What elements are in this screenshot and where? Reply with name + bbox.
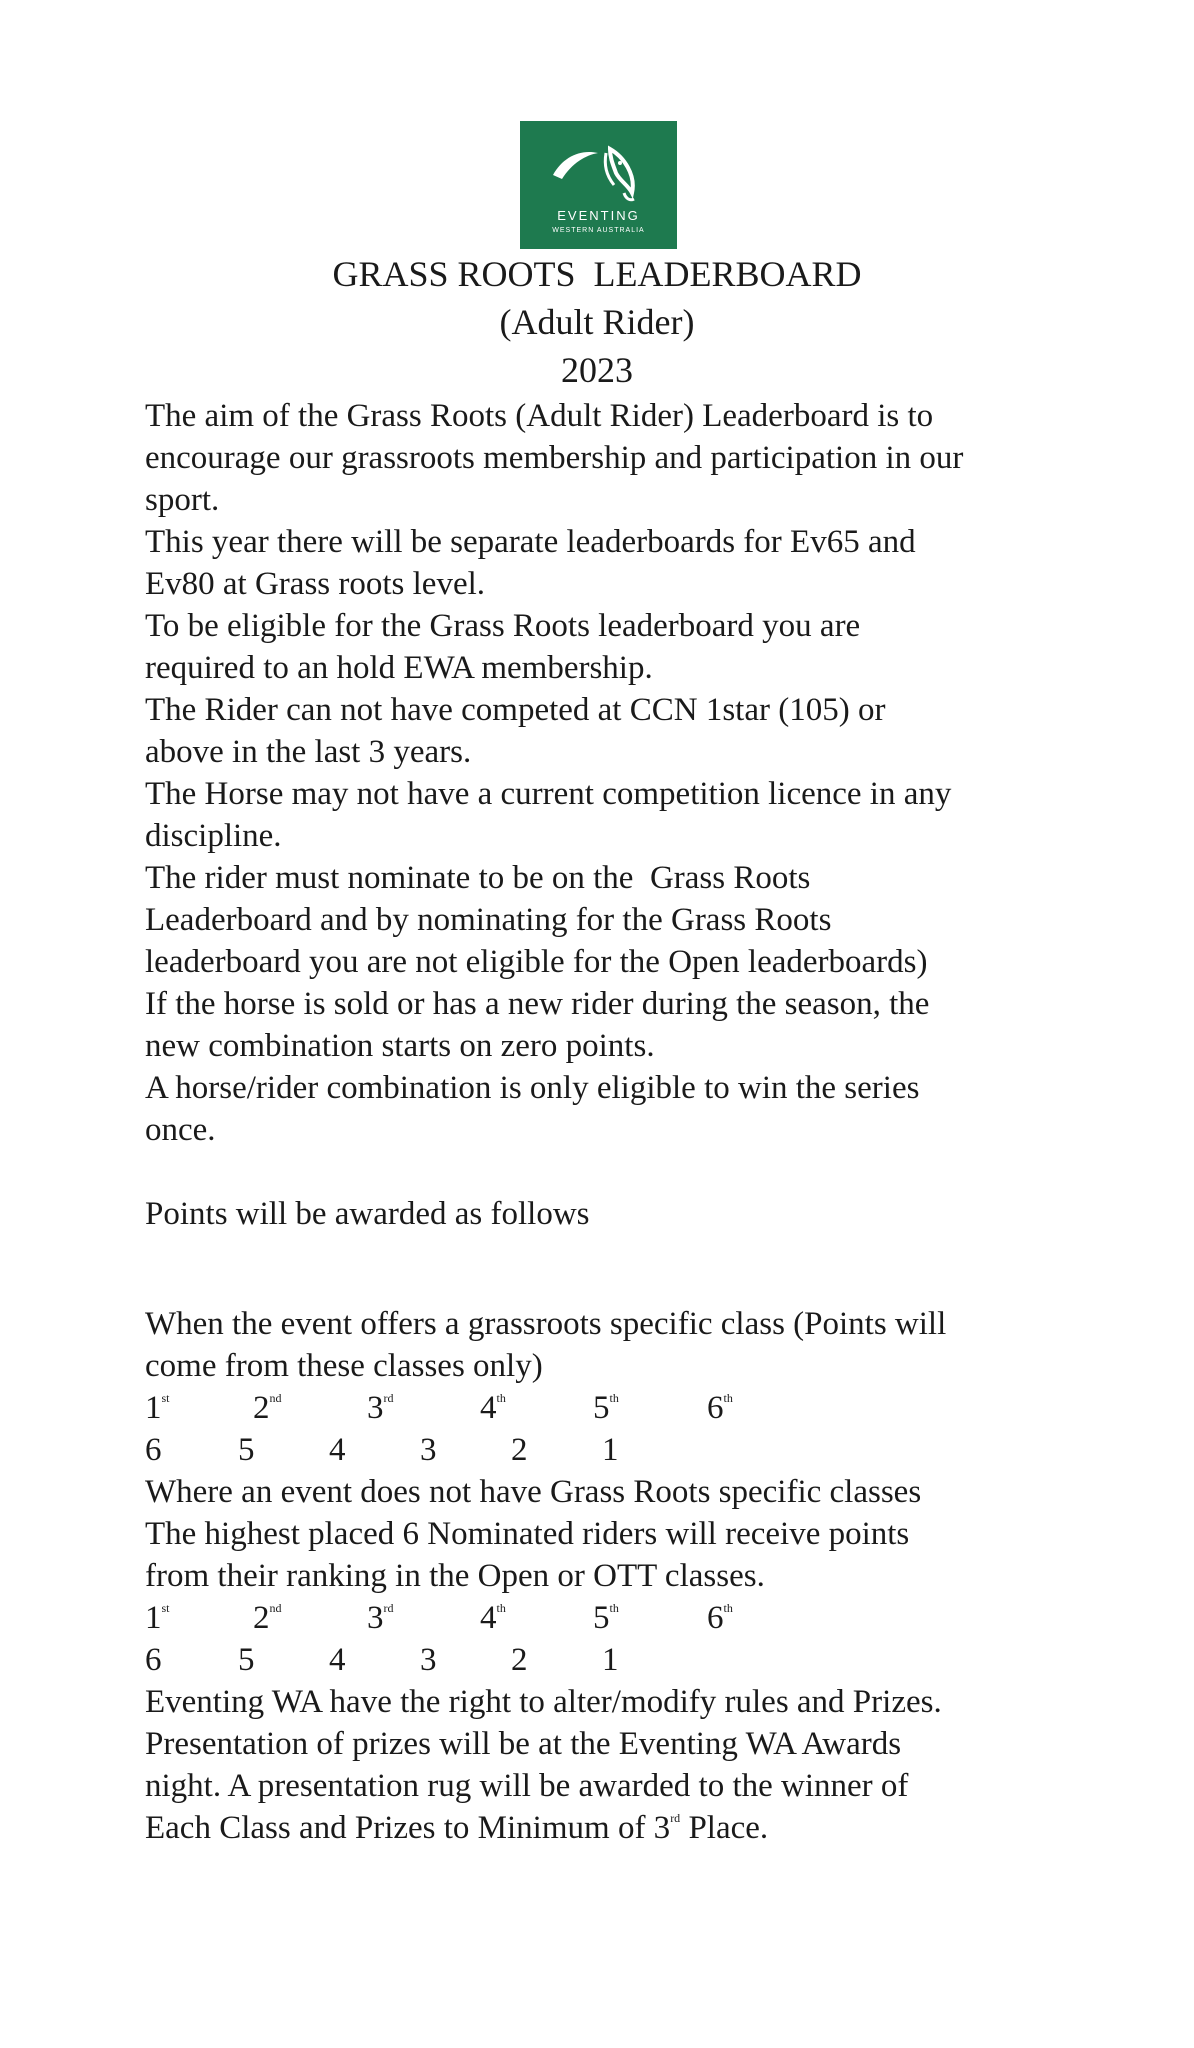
place-6: 6th — [707, 1600, 733, 1636]
text-line: The Rider can not have competed at CCN 1star (105) or — [145, 692, 886, 728]
text-line: Leaderboard and by nominating for the Grass Roots — [145, 902, 832, 938]
place-2: 2nd — [253, 1600, 282, 1636]
place-1: 1st — [145, 1390, 170, 1426]
text-line: A horse/rider combination is only eligible to win the series — [145, 1070, 920, 1106]
closing-paragraph — [145, 1681, 1145, 1849]
places-row — [145, 1387, 1145, 1429]
place-5: 5th — [593, 1390, 619, 1426]
text-line: leaderboard you are not eligible for the Open leaderboards) — [145, 944, 928, 980]
points-value: 6 — [145, 1642, 162, 1678]
places-row — [145, 1597, 1145, 1639]
page-title — [0, 250, 1194, 394]
text-line: sport. — [145, 482, 220, 518]
text-line: The rider must nominate to be on the Grass Roots — [145, 860, 811, 896]
points-value: 4 — [329, 1432, 346, 1468]
points-value: 5 — [238, 1432, 255, 1468]
title-line: 2023 — [561, 350, 633, 390]
points-row — [145, 1429, 1145, 1471]
title-line: (Adult Rider) — [499, 302, 695, 342]
text-line: night. A presentation rug will be awarded to the winner of — [145, 1768, 909, 1804]
intro-paragraph — [145, 395, 1145, 1151]
place-3: 3rd — [367, 1390, 394, 1426]
text-line: When the event offers a grassroots specific class (Points will — [145, 1306, 947, 1342]
title-line: GRASS ROOTS LEADERBOARD — [332, 254, 862, 294]
points-heading: Points will be awarded as follows — [145, 1196, 590, 1232]
text-line: This year there will be separate leaderboards for Ev65 and — [145, 524, 916, 560]
place-1: 1st — [145, 1600, 170, 1636]
place-6: 6th — [707, 1390, 733, 1426]
text-line: The aim of the Grass Roots (Adult Rider) Leaderboard is to — [145, 398, 934, 434]
text-line: new combination starts on zero points. — [145, 1028, 655, 1064]
place-5: 5th — [593, 1600, 619, 1636]
place-3: 3rd — [367, 1600, 394, 1636]
grassroots-class-section — [145, 1303, 1145, 1471]
text-line: Where an event does not have Grass Roots specific classes — [145, 1474, 922, 1510]
text-line: Eventing WA have the right to alter/modify rules and Prizes. — [145, 1684, 942, 1720]
text-line: If the horse is sold or has a new rider during the season, the — [145, 986, 930, 1022]
points-value: 6 — [145, 1432, 162, 1468]
text-line: once. — [145, 1112, 216, 1148]
points-value: 1 — [602, 1432, 619, 1468]
text-line: The Horse may not have a current competition licence in any — [145, 776, 952, 812]
text-line: Each Class and Prizes to Minimum of 3rd Place. — [145, 1810, 769, 1846]
points-row — [145, 1639, 1145, 1681]
spacer — [145, 1151, 1145, 1193]
logo-subtitle: WESTERN AUSTRALIA — [552, 227, 645, 234]
points-value: 3 — [420, 1642, 437, 1678]
horse-head-icon — [548, 135, 648, 205]
open-class-section — [145, 1471, 1145, 1681]
document-body — [145, 395, 1145, 1849]
text-line: come from these classes only) — [145, 1348, 543, 1384]
logo-name: EVENTING — [557, 208, 640, 223]
text-line: required to an hold EWA membership. — [145, 650, 653, 686]
place-4: 4th — [480, 1600, 506, 1636]
text-line: above in the last 3 years. — [145, 734, 472, 770]
text-line: discipline. — [145, 818, 282, 854]
spacer — [145, 1235, 1145, 1277]
text-line: Ev80 at Grass roots level. — [145, 566, 486, 602]
points-value: 3 — [420, 1432, 437, 1468]
points-value: 2 — [511, 1642, 528, 1678]
points-value: 1 — [602, 1642, 619, 1678]
place-4: 4th — [480, 1390, 506, 1426]
points-value: 5 — [238, 1642, 255, 1678]
text-line: The highest placed 6 Nominated riders will receive points — [145, 1516, 910, 1552]
points-value: 4 — [329, 1642, 346, 1678]
eventing-wa-logo — [520, 121, 677, 249]
text-line: encourage our grassroots membership and participation in our — [145, 440, 964, 476]
text-line: Presentation of prizes will be at the Eventing WA Awards — [145, 1726, 902, 1762]
text-line: To be eligible for the Grass Roots leaderboard you are — [145, 608, 861, 644]
points-value: 2 — [511, 1432, 528, 1468]
spacer — [145, 1277, 1145, 1303]
place-2: 2nd — [253, 1390, 282, 1426]
text-line: from their ranking in the Open or OTT classes. — [145, 1558, 765, 1594]
